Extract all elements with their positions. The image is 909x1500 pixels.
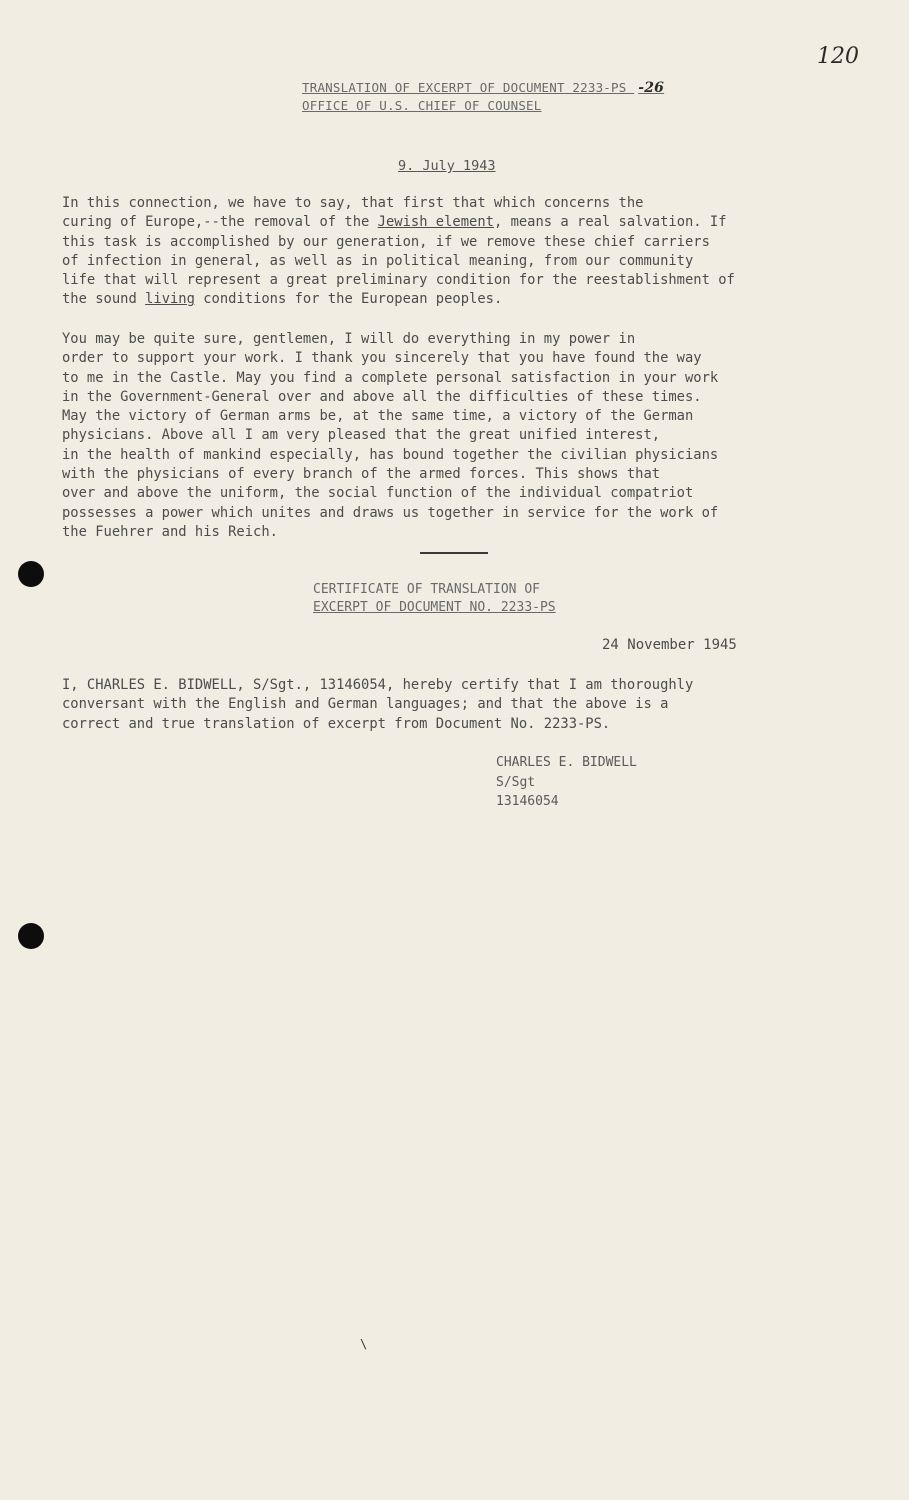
paragraph-2-line: physicians. Above all I am very pleased that the great unified interest, — [62, 427, 661, 444]
header-handwritten-suffix: -26 — [638, 80, 665, 96]
paragraph-2-line: You may be quite sure, gentlemen, I will do everything in my power in — [62, 331, 636, 347]
paragraph-1-line: of infection in general, as well as in political meaning, from our community — [62, 252, 694, 269]
certificate-body-line: I, CHARLES E. BIDWELL, S/Sgt., 13146054, hereby certify that I am thoroughly — [62, 677, 694, 693]
paragraph-2-line: with the physicians of every branch of the armed forces. This shows that — [62, 466, 661, 483]
paragraph-1-line: curing of Europe,--the removal of the Jewish element, means a real salvation. If — [62, 214, 727, 231]
signature-serial: 13146054 — [496, 794, 559, 809]
paragraph-2-line: in the Government-General over and above all the difficulties of these times. — [62, 388, 702, 405]
paragraph-2-line: in the health of mankind especially, has bound together the civilian physicians — [62, 446, 719, 463]
signature-name: CHARLES E. BIDWELL — [496, 755, 637, 770]
header-line1: TRANSLATION OF EXCERPT OF DOCUMENT 2233-PS — [302, 80, 627, 95]
paragraph-1-line: this task is accomplished by our generation, if we remove these chief carriers — [62, 233, 710, 250]
certificate-body-line: conversant with the English and German languages; and that the above is a — [62, 696, 669, 713]
certificate-subtitle: EXCERPT OF DOCUMENT NO. 2233-PS — [313, 600, 556, 615]
paragraph-2-line: order to support your work. I thank you sincerely that you have found the way — [62, 350, 702, 367]
paragraph-2 — [62, 330, 852, 542]
certificate-body — [62, 676, 852, 734]
paragraph-1-line: the sound living conditions for the European peoples. — [62, 291, 503, 308]
stray-pen-mark: \ — [360, 1337, 368, 1351]
binder-hole-top — [18, 561, 44, 587]
paragraph-2-line: May the victory of German arms be, at the same time, a victory of the German — [62, 408, 694, 425]
certificate-body-line: correct and true translation of excerpt from Document No. 2233-PS. — [62, 715, 611, 732]
binder-hole-bottom — [18, 923, 44, 949]
header-office: OFFICE OF U.S. CHIEF OF COUNSEL — [302, 98, 542, 113]
handwritten-page-number: 120 — [817, 44, 859, 69]
section-divider — [420, 552, 488, 554]
paragraph-2-line: the Fuehrer and his Reich. — [62, 523, 278, 540]
paragraph-1-line: In this connection, we have to say, that first that which concerns the — [62, 195, 644, 211]
paragraph-2-line: over and above the uniform, the social function of the individual compatriot — [62, 485, 694, 502]
signature-rank: S/Sgt — [496, 775, 536, 790]
header-title — [302, 80, 664, 96]
paragraph-2-line: to me in the Castle. May you find a complete personal satisfaction in your work — [62, 369, 719, 386]
paragraph-1-line: life that will represent a great preliminary condition for the reestablishment of — [62, 272, 735, 289]
paragraph-1 — [62, 194, 852, 310]
document-date: 9. July 1943 — [398, 158, 496, 174]
certificate-date: 24 November 1945 — [602, 637, 737, 653]
paragraph-2-line: possesses a power which unites and draws us together in service for the work of — [62, 504, 719, 521]
certificate-title: CERTIFICATE OF TRANSLATION OF — [313, 582, 540, 597]
